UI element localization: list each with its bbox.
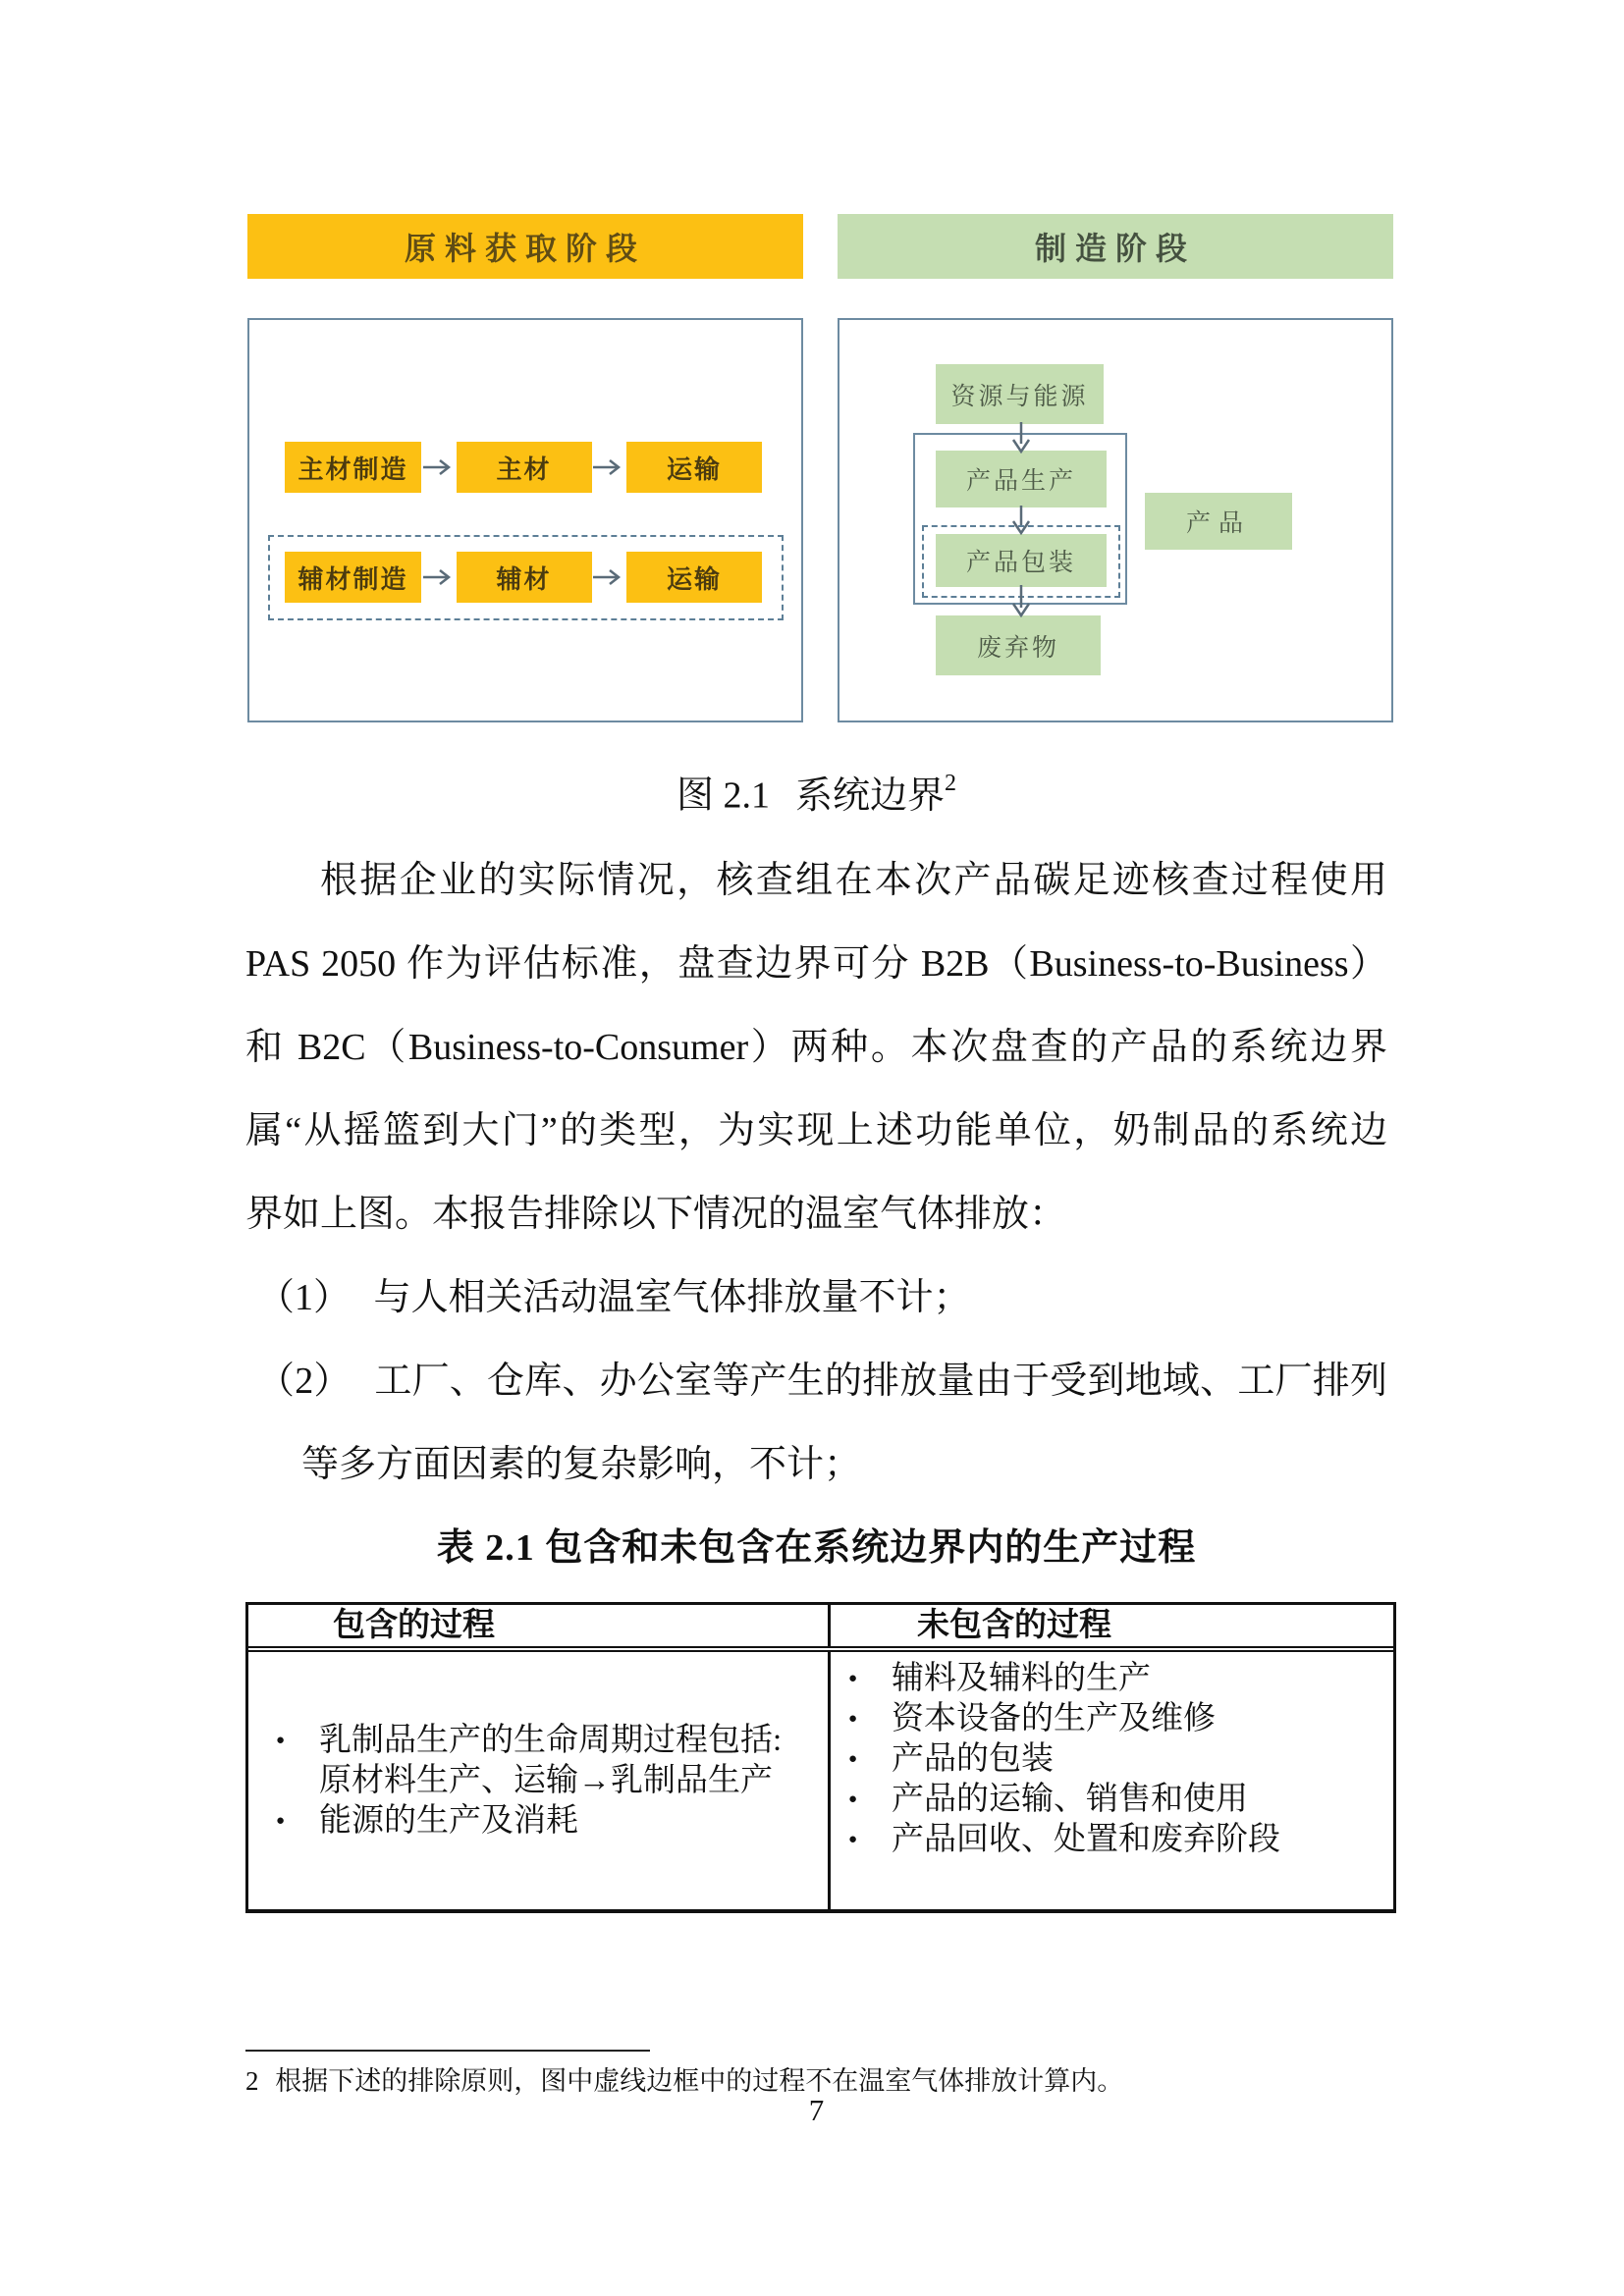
- node-product-production: 产品生产: [936, 451, 1107, 507]
- footnote-text: 根据下述的排除原则，图中虚线边框中的过程不在温室气体排放计算内。: [275, 2066, 1124, 2096]
- flow-box-aux-transport: 运输: [626, 552, 762, 603]
- excluded-item-text: 资本设备的生产及维修: [892, 1701, 1216, 1736]
- figure-caption-text: 系统边界: [795, 774, 946, 817]
- bullet-icon: ●: [276, 1812, 286, 1829]
- bullet-icon: ●: [848, 1791, 858, 1807]
- paragraph-line: PAS 2050 作为评估标准，盘查边界可分 B2B（Business-to-Business）: [245, 943, 1387, 985]
- list-item: [831, 1739, 1393, 1780]
- paragraph-line: 属“从摇篮到大门”的类型，为实现上述功能单位，奶制品的系统边: [245, 1110, 1387, 1151]
- paragraph-line: 和 B2C（Business-to-Consumer）两种。本次盘查的产品的系统边界: [245, 1027, 1387, 1068]
- table-header-included: 包含的过程: [248, 1605, 831, 1646]
- excluded-item-text: 产品回收、处置和废弃阶段: [892, 1822, 1280, 1857]
- list-item: [831, 1699, 1393, 1739]
- list-item: [831, 1780, 1393, 1820]
- flow-box-main-material-mfg: 主材制造: [285, 442, 421, 493]
- bullet-icon: ●: [848, 1751, 858, 1767]
- arrow-right-icon: [592, 566, 627, 588]
- node-product-packaging: 产品包装: [936, 534, 1107, 587]
- included-item-text: [319, 1721, 822, 1801]
- table-header-excluded: 未包含的过程: [917, 1608, 1111, 1643]
- bullet-icon: ●: [848, 1832, 858, 1847]
- excluded-item-text: 产品的运输、销售和使用: [892, 1782, 1248, 1817]
- bullet-icon: ●: [848, 1711, 858, 1727]
- footnote-divider: [245, 2050, 650, 2052]
- paragraph-line: 根据企业的实际情况，核查组在本次产品碳足迹核查过程使用: [320, 860, 1387, 901]
- excluded-dashed-boundary: [268, 535, 784, 620]
- list-item-2: [245, 1340, 1387, 1423]
- list-item: [248, 1721, 822, 1801]
- table-cell-included: [248, 1652, 831, 1909]
- flow-box-aux-material-mfg: 辅材制造: [285, 552, 421, 603]
- list-item: [831, 1659, 1393, 1699]
- figure-panel-raw-material: [247, 318, 803, 722]
- included-item-line: 乳制品生产的生命周期过程包括:: [319, 1722, 783, 1758]
- table-title: 表 2.1 包含和未包含在系统边界内的生产过程: [436, 1527, 1197, 1569]
- footnote-reference: 2: [945, 771, 957, 796]
- flow-box-aux-material: 辅材: [457, 552, 592, 603]
- included-item-line: 原材料生产、运输→乳制品生产: [319, 1762, 773, 1798]
- stage-header-manufacturing: 制造阶段: [838, 214, 1393, 279]
- list-item: [831, 1820, 1393, 1860]
- figure-panel-manufacturing: [838, 318, 1393, 722]
- list-item-2-continuation: 等多方面因素的复杂影响，不计；: [301, 1444, 862, 1485]
- bullet-icon: ●: [276, 1732, 286, 1748]
- arrow-down-icon: [1008, 506, 1034, 540]
- included-item-text: 能源的生产及消耗: [319, 1802, 578, 1839]
- figure-caption-number: 图 2.1: [676, 774, 770, 817]
- flow-box-transport: 运输: [626, 442, 762, 493]
- excluded-item-text: 辅料及辅料的生产: [892, 1661, 1151, 1696]
- node-product: 产品: [1145, 493, 1292, 550]
- excluded-item-text: 产品的包装: [892, 1741, 1054, 1777]
- flow-box-main-material: 主材: [457, 442, 592, 493]
- footnote-marker: 2: [245, 2066, 259, 2096]
- page-number: 7: [808, 2093, 825, 2127]
- list-item: [248, 1801, 822, 1842]
- list-item-text: 工厂、仓库、办公室等产生的排放量由于受到地域、工厂排列: [374, 1361, 1387, 1402]
- node-resources-energy: 资源与能源: [936, 364, 1104, 424]
- list-item-marker: （2）: [257, 1361, 352, 1402]
- list-item-text: 与人相关活动温室气体排放量不计；: [373, 1277, 971, 1318]
- table-body-row: [248, 1652, 1393, 1909]
- stage-header-raw-material: 原料获取阶段: [247, 214, 803, 279]
- arrow-right-icon: [421, 566, 457, 588]
- table-cell-excluded: [831, 1652, 1393, 1909]
- list-item-1: [245, 1256, 1387, 1340]
- paragraph-line: 界如上图。本报告排除以下情况的温室气体排放：: [245, 1194, 1067, 1235]
- figure-caption: [245, 763, 1387, 817]
- arrow-down-icon: [1008, 422, 1034, 458]
- main-material-flow-row: [285, 442, 762, 493]
- table-system-boundary: [245, 1602, 1396, 1913]
- arrow-right-icon: [592, 456, 627, 478]
- list-item-marker: （1）: [257, 1277, 352, 1318]
- node-waste: 废弃物: [936, 615, 1101, 675]
- aux-material-flow-row: [285, 552, 762, 603]
- table-header-row: [248, 1605, 1393, 1652]
- arrow-right-icon: [421, 456, 457, 478]
- arrow-down-icon: [1008, 585, 1034, 622]
- bullet-icon: ●: [848, 1671, 858, 1686]
- body-text: [245, 839, 1387, 1590]
